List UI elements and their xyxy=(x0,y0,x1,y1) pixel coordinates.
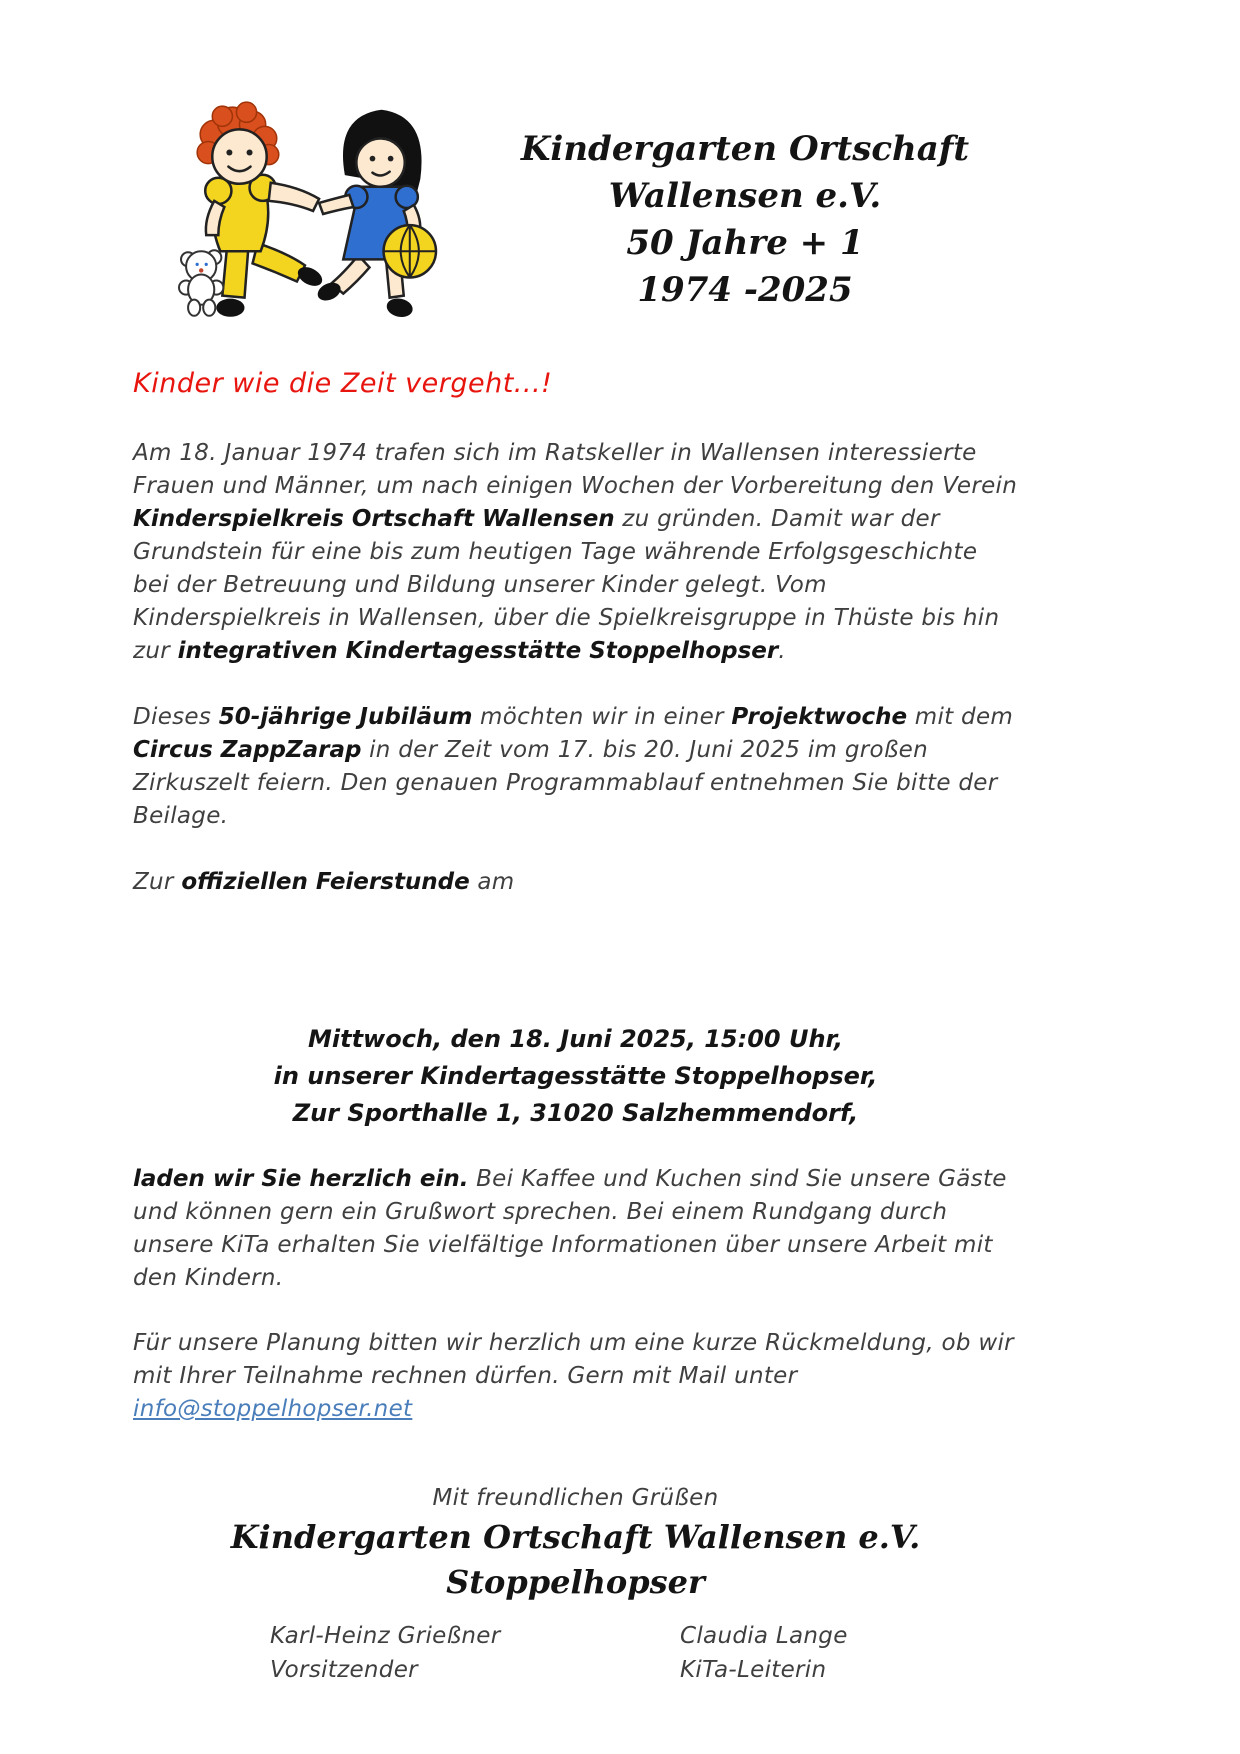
paragraph-history xyxy=(133,437,1018,668)
p1-bold-kita: integrativen Kindertagesstätte Stoppelhopser xyxy=(177,638,779,664)
p3-text: Zur xyxy=(133,869,182,895)
p2-bold-jubilaeum: 50-jährige Jubiläum xyxy=(218,704,473,730)
paragraph-rsvp xyxy=(133,1327,1018,1426)
p2-text: möchten wir in einer xyxy=(472,704,732,730)
paragraph-welcome xyxy=(133,1163,1018,1295)
p3-bold-feierstunde: offiziellen Feierstunde xyxy=(181,869,470,895)
p4-bold-einladung: laden wir Sie herzlich ein. xyxy=(133,1166,469,1192)
title-line-4: 1974 -2025 xyxy=(637,270,853,310)
org-name-line-1: Kindergarten Ortschaft Wallensen e.V. xyxy=(230,1518,921,1556)
signer-chairman xyxy=(270,1619,680,1687)
invitation-date-line: Mittwoch, den 18. Juni 2025, 15:00 Uhr, xyxy=(308,1025,843,1053)
p3-text: am xyxy=(469,869,515,895)
invitation-block xyxy=(133,1021,1018,1132)
signer-role: Vorsitzender xyxy=(270,1657,418,1683)
signature-columns xyxy=(133,1619,1018,1687)
letter-heading: Kinder wie die Zeit vergeht...! xyxy=(133,368,553,399)
title-line-1: Kindergarten Ortschaft xyxy=(520,129,970,169)
title-line-3: 50 Jahre + 1 xyxy=(626,223,864,263)
p2-bold-circus: Circus ZappZarap xyxy=(133,737,362,763)
signer-name: Claudia Lange xyxy=(680,1623,848,1649)
letterhead-title xyxy=(505,126,985,314)
signer-name: Karl-Heinz Grießner xyxy=(270,1623,501,1649)
invitation-place-line: in unserer Kindertagesstätte Stoppelhopser, xyxy=(273,1062,878,1090)
p1-text: zu gründen. Damit war der Grundstein für eine bis zum heutigen Tage währende Erfolgsgeschichte bei der Betreuung und Bildung unserer Kinder gelegt. Vom Kinderspielkreis in Wallensen, über die Spielkreisgruppe in Thüste bis hin zur xyxy=(133,506,1000,664)
p1-text: Am 18. Januar 1974 trafen sich im Ratskeller in Wallensen interessierte Frauen und Männer, um nach einigen Wochen der Vorbereitung den Verein xyxy=(133,440,1018,499)
p1-bold-kinderspielkreis: Kinderspielkreis Ortschaft Wallensen xyxy=(133,506,615,532)
letter-body xyxy=(133,368,1018,1687)
paragraph-feierstunde xyxy=(133,866,1018,899)
p1-text: . xyxy=(778,638,786,664)
p2-bold-projektwoche: Projektwoche xyxy=(731,704,908,730)
ball xyxy=(384,225,436,277)
p2-text: Dieses xyxy=(133,704,219,730)
signer-role: KiTa-Leiterin xyxy=(680,1657,827,1683)
salutation: Mit freundlichen Grüßen xyxy=(432,1485,719,1511)
p2-text: in der Zeit vom 17. bis 20. Juni 2025 im großen Zirkuszelt feiern. Den genauen Programmablauf entnehmen Sie bitte der Beilage. xyxy=(133,737,998,829)
signer-kita-leader xyxy=(680,1619,1018,1687)
p2-text: mit dem xyxy=(907,704,1014,730)
email-link[interactable]: info@stoppelhopser.net xyxy=(133,1396,413,1422)
org-name-line-2: Stoppelhopser xyxy=(446,1563,705,1601)
child-girl xyxy=(315,110,421,319)
p5-text: Für unsere Planung bitten wir herzlich um eine kurze Rückmeldung, ob wir mit Ihrer Teilnahme rechnen dürfen. Gern mit Mail unter xyxy=(133,1330,1014,1389)
title-line-2: Wallensen e.V. xyxy=(608,176,882,216)
children-illustration xyxy=(148,82,468,344)
invitation-address-line: Zur Sporthalle 1, 31020 Salzhemmendorf, xyxy=(292,1099,859,1127)
paragraph-jubilee xyxy=(133,701,1018,833)
closing-block xyxy=(133,1482,1018,1687)
kindergarten-logo xyxy=(148,82,468,344)
p4-text: Bei Kaffee und Kuchen sind Sie unsere Gäste und können gern ein Grußwort sprechen. Bei einem Rundgang durch unsere KiTa erhalten Sie vielfältige Informationen über unsere Arbeit mit den Kindern. xyxy=(133,1166,1007,1291)
